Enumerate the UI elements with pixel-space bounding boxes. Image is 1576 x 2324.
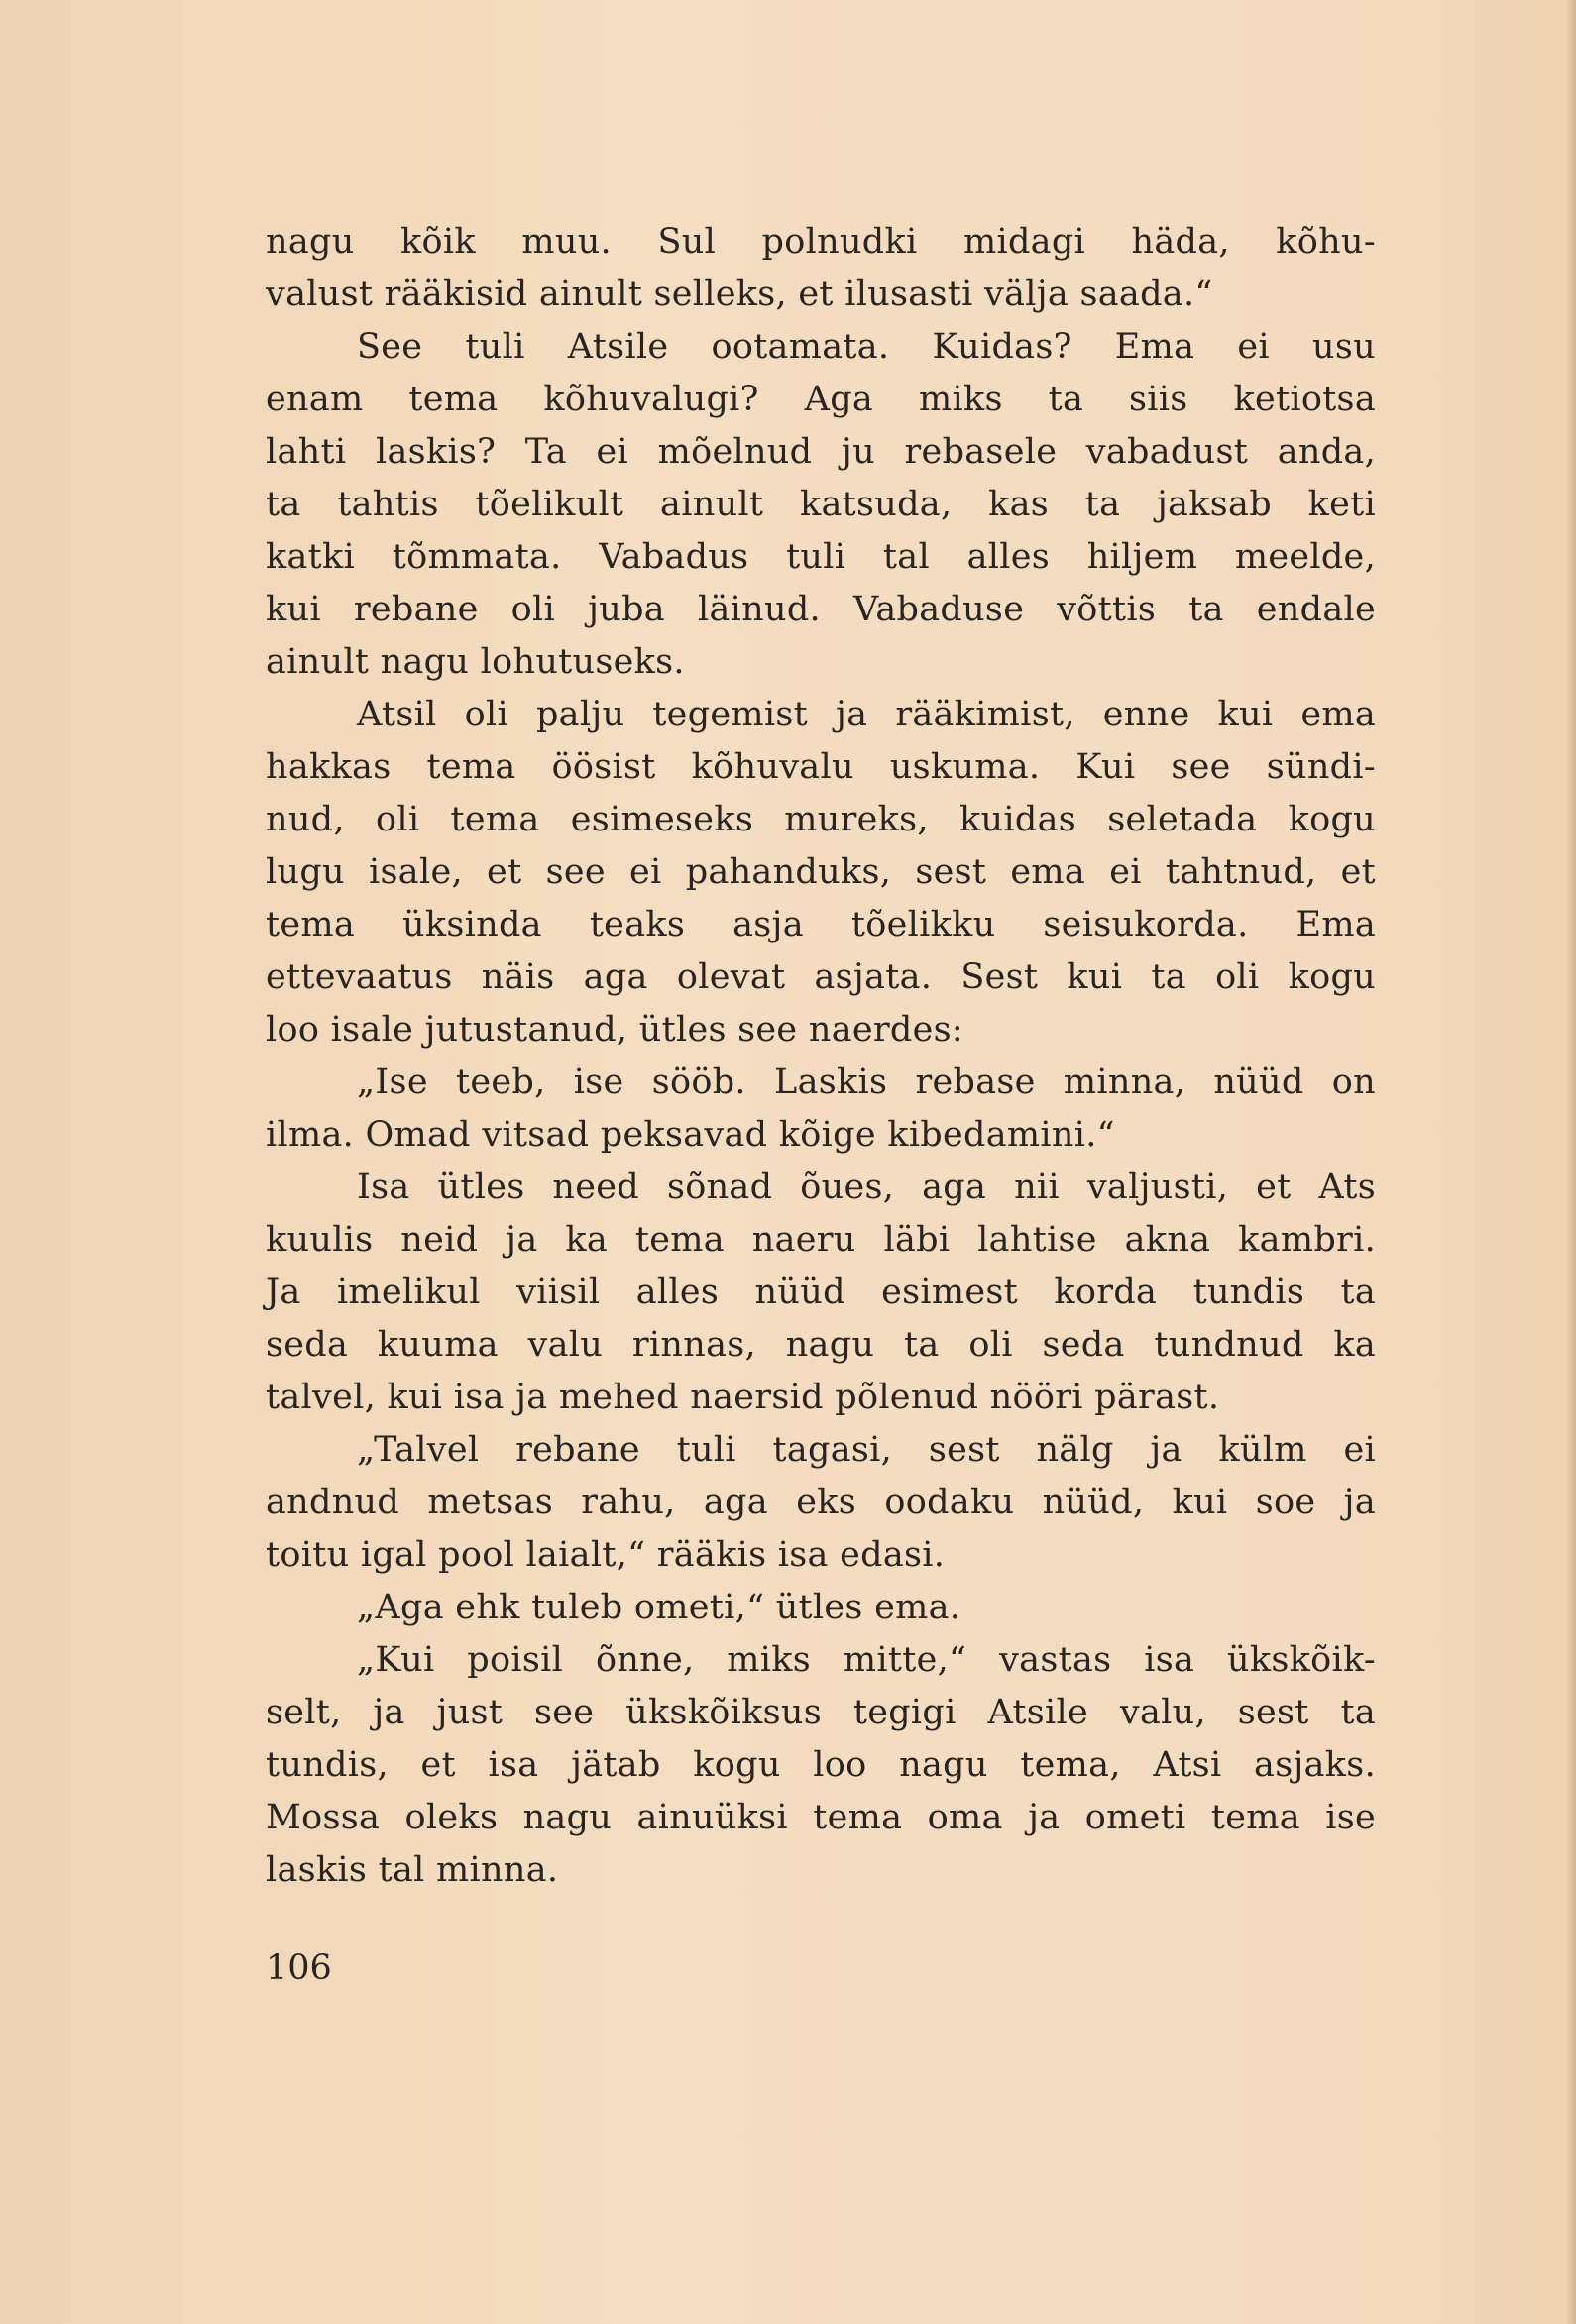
text-line: tundis, et isa jätab kogu loo nagu tema, Atsi asjaks. [266, 1745, 1376, 1785]
text-line: lahti laskis? Ta ei mõelnud ju rebasele vabadust anda, [266, 432, 1376, 472]
text-line: Mossa oleks nagu ainuüksi tema oma ja ometi tema ise [266, 1798, 1376, 1837]
text-line: loo isale jutustanud, ütles see naerdes: [266, 1010, 963, 1050]
body-text [266, 216, 1376, 1897]
text-line: ilma. Omad vitsad peksavad kõige kibedamini.“ [266, 1115, 1115, 1155]
text-line: nud, oli tema esimeseks mureks, kuidas seletada kogu [266, 800, 1376, 839]
text-line: kuulis neid ja ka tema naeru läbi lahtise akna kambri. [266, 1220, 1376, 1260]
text-line: selt, ja just see ükskõiksus tegigi Atsile valu, sest ta [266, 1693, 1376, 1732]
text-line: Ja imelikul viisil alles nüüd esimest korda tundis ta [266, 1273, 1376, 1312]
text-line: „Talvel rebane tuli tagasi, sest nälg ja külm ei [357, 1430, 1376, 1470]
text-line: enam tema kõhuvalugi? Aga miks ta siis ketiotsa [266, 380, 1376, 419]
text-line: laskis tal minna. [266, 1850, 559, 1890]
text-line: Atsil oli palju tegemist ja rääkimist, enne kui ema [357, 695, 1376, 734]
text-line: „Kui poisil õnne, miks mitte,“ vastas isa ükskõik- [357, 1640, 1376, 1680]
text-line: talvel, kui isa ja mehed naersid põlenud nööri pärast. [266, 1378, 1220, 1417]
text-line: ta tahtis tõelikult ainult katsuda, kas ta jaksab keti [266, 485, 1376, 524]
text-line: kui rebane oli juba läinud. Vabaduse võttis ta endale [266, 590, 1376, 629]
text-line: Isa ütles need sõnad õues, aga nii valjusti, et Ats [357, 1167, 1376, 1207]
text-line: ettevaatus näis aga olevat asjata. Sest kui ta oli kogu [266, 957, 1376, 997]
text-line: seda kuuma valu rinnas, nagu ta oli seda tundnud ka [266, 1325, 1376, 1365]
text-line: valust rääkisid ainult selleks, et ilusasti välja saada.“ [266, 275, 1213, 314]
text-line: katki tõmmata. Vabadus tuli tal alles hiljem meelde, [266, 537, 1376, 577]
page-edge [1566, 0, 1576, 2324]
text-line: „Ise teeb, ise sööb. Laskis rebase minna, nüüd on [357, 1062, 1376, 1102]
text-line: toitu igal pool laialt,“ rääkis isa edasi. [266, 1535, 946, 1575]
text-line: nagu kõik muu. Sul polnudki midagi häda, kõhu- [266, 222, 1376, 262]
text-line: See tuli Atsile ootamata. Kuidas? Ema ei usu [357, 327, 1376, 367]
text-line: lugu isale, et see ei pahanduks, sest ema ei tahtnud, et [266, 852, 1376, 892]
page-number: 106 [266, 1948, 332, 1988]
text-line: andnud metsas rahu, aga eks oodaku nüüd, kui soe ja [266, 1483, 1376, 1522]
text-line: „Aga ehk tuleb ometi,“ ütles ema. [357, 1588, 961, 1627]
text-line: ainult nagu lohutuseks. [266, 642, 685, 682]
text-line: tema üksinda teaks asja tõelikku seisukorda. Ema [266, 905, 1376, 944]
text-line: hakkas tema öösist kõhuvalu uskuma. Kui see sündi- [266, 747, 1376, 787]
